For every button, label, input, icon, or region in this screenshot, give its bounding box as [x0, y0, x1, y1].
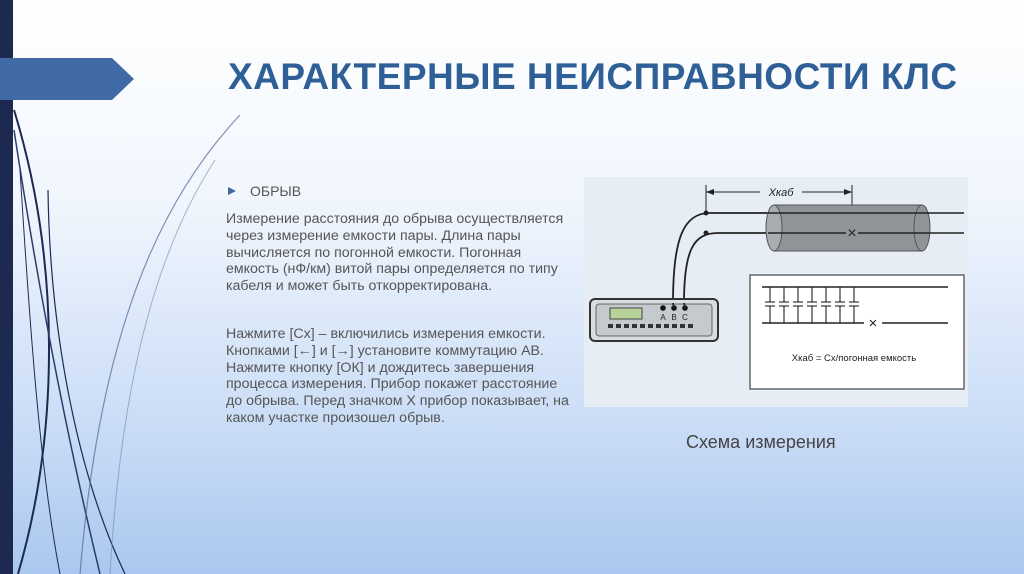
terminal-label-a: A: [660, 313, 666, 322]
bullet-arrow-icon: [228, 187, 236, 195]
bullet-item: [228, 183, 301, 199]
diagram-caption: Схема измерения: [686, 432, 836, 452]
schematic-panel: [750, 275, 964, 389]
meter-display: [610, 308, 642, 319]
formula-text: Хкаб = Сх/погонная емкость: [791, 353, 917, 364]
break-mark-schematic: ×: [868, 315, 878, 332]
terminal-label-c: C: [682, 313, 688, 322]
title-arrow-shape: [0, 58, 135, 100]
paragraph-instructions: Нажмите [Сх] – включились измерения емкости. Кнопками [←] и [→] установите коммутацию АВ. Нажмите кнопку [ОК] и дождитесь завершения процесса измерения. Прибор покажет расстояние до обрыва. Перед значком Х прибор показывает, на каком участке произошел обрыв.: [226, 326, 569, 426]
diagram-graphic: [584, 177, 968, 407]
terminal-a: [660, 305, 666, 311]
terminal-label-b: B: [671, 313, 677, 322]
measurement-diagram: [584, 177, 968, 407]
bullet-label: ОБРЫВ: [250, 183, 302, 199]
paragraph-measurement: Измерение расстояния до обрыва осуществляется через измерение емкости пары. Длина пары вычисляется по погонной емкости. Погонная емкость (нФ/км) витой пары определяется по типу кабеля и может быть откорректирована.: [226, 211, 564, 295]
slide-title: ХАРАКТЕРНЫЕ НЕИСПРАВНОСТИ КЛС: [228, 56, 958, 97]
break-mark-cable: ×: [847, 225, 857, 242]
length-label: Хкаб: [768, 187, 794, 199]
